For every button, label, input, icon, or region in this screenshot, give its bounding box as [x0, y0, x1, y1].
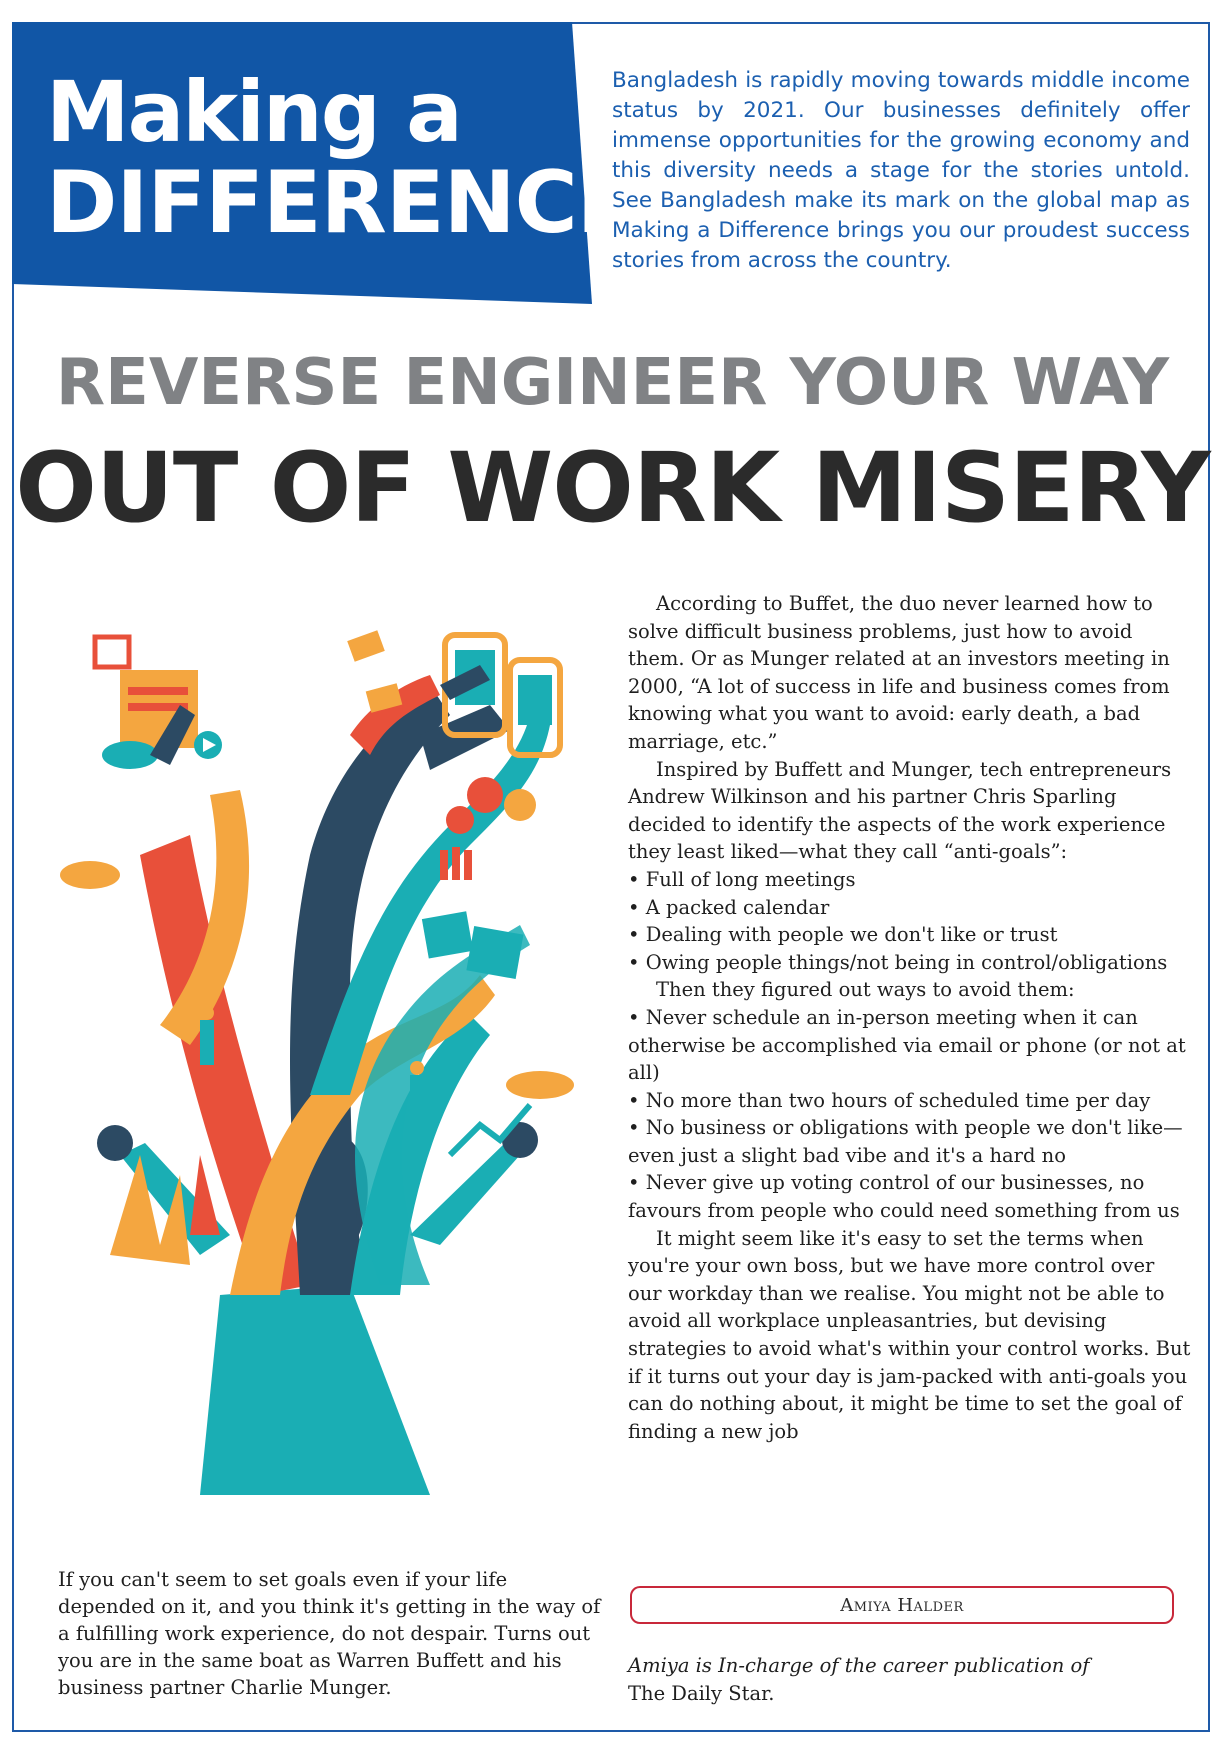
anti-goal-item: • Dealing with people we don't like or trust [628, 921, 1194, 949]
headline-kicker: REVERSE ENGINEER YOUR WAY [55, 346, 1170, 420]
section-title [46, 63, 635, 253]
article-paragraph: Then they figured out ways to avoid them: [656, 978, 1075, 1002]
lead-paragraph: If you can't seem to set goals even if your life depended on it, and you think it's getting in the way of a fulfilling work experience, do not despair. Turns out you are in the same boat as Warren Buffett and his business partner Charlie Munger. [58, 1568, 601, 1699]
article-paragraph: Inspired by Buffett and Munger, tech entrepreneurs Andrew Wilkinson and his partner Chris Sparling decided to identify the aspects of the work experience they least liked—what they call “anti-goals”: [628, 757, 1172, 864]
article-paragraph: It might seem like it's easy to set the terms when you're your own boss, but we have more control over our workday than we realise. You might not be able to avoid all workplace unpleasantries, but devising strategies to avoid what's within your control works. But if it turns out your day is jam-packed with anti-goals you can do nothing about, it might be time to set the goal of finding a new job [628, 1226, 1191, 1443]
author-bio-line1: Amiya is In-charge of the career publication of [628, 1654, 1090, 1677]
strategy-item: • No more than two hours of scheduled time per day [628, 1087, 1194, 1115]
strategy-item: • Never schedule an in-person meeting when it can otherwise be accomplished via email or phone (or not at all) [628, 1004, 1194, 1087]
anti-goal-item: • A packed calendar [628, 894, 1194, 922]
author-bio [628, 1652, 1188, 1708]
headline-main: OUT OF WORK MISERY [15, 432, 1210, 544]
anti-goal-item: • Owing people things/not being in control/obligations [628, 949, 1194, 977]
section-intro: Bangladesh is rapidly moving towards middle income status by 2021. Our businesses definitely offer immense opportunities for the growing economy and this diversity needs a stage for the stories untold. See Bangladesh make its mark on the global map as Making a Difference brings you our proudest success stories from across the country. [612, 68, 1190, 273]
strategy-item: • Never give up voting control of our businesses, no favours from people who could need something from us [628, 1169, 1194, 1224]
section-title-line2: DIFFERENCE [46, 153, 635, 253]
section-title-line1: Making a [46, 63, 461, 161]
anti-goal-item: • Full of long meetings [628, 866, 1194, 894]
author-bio-line2: The Daily Star. [628, 1682, 775, 1705]
article-paragraph: According to Buffet, the duo never learned how to solve difficult business problems, just how to avoid them. Or as Munger related at an investors meeting in 2000, “A lot of success in life and business comes from knowing what you want to avoid: early death, a bad marriage, etc.” [628, 592, 1170, 753]
tree-of-ideas-illustration [50, 595, 610, 1530]
strategy-item: • No business or obligations with people we don't like—even just a slight bad vibe and it's a hard no [628, 1114, 1194, 1169]
author-byline: Amiya Halder [630, 1586, 1174, 1624]
article-body [628, 590, 1194, 1445]
